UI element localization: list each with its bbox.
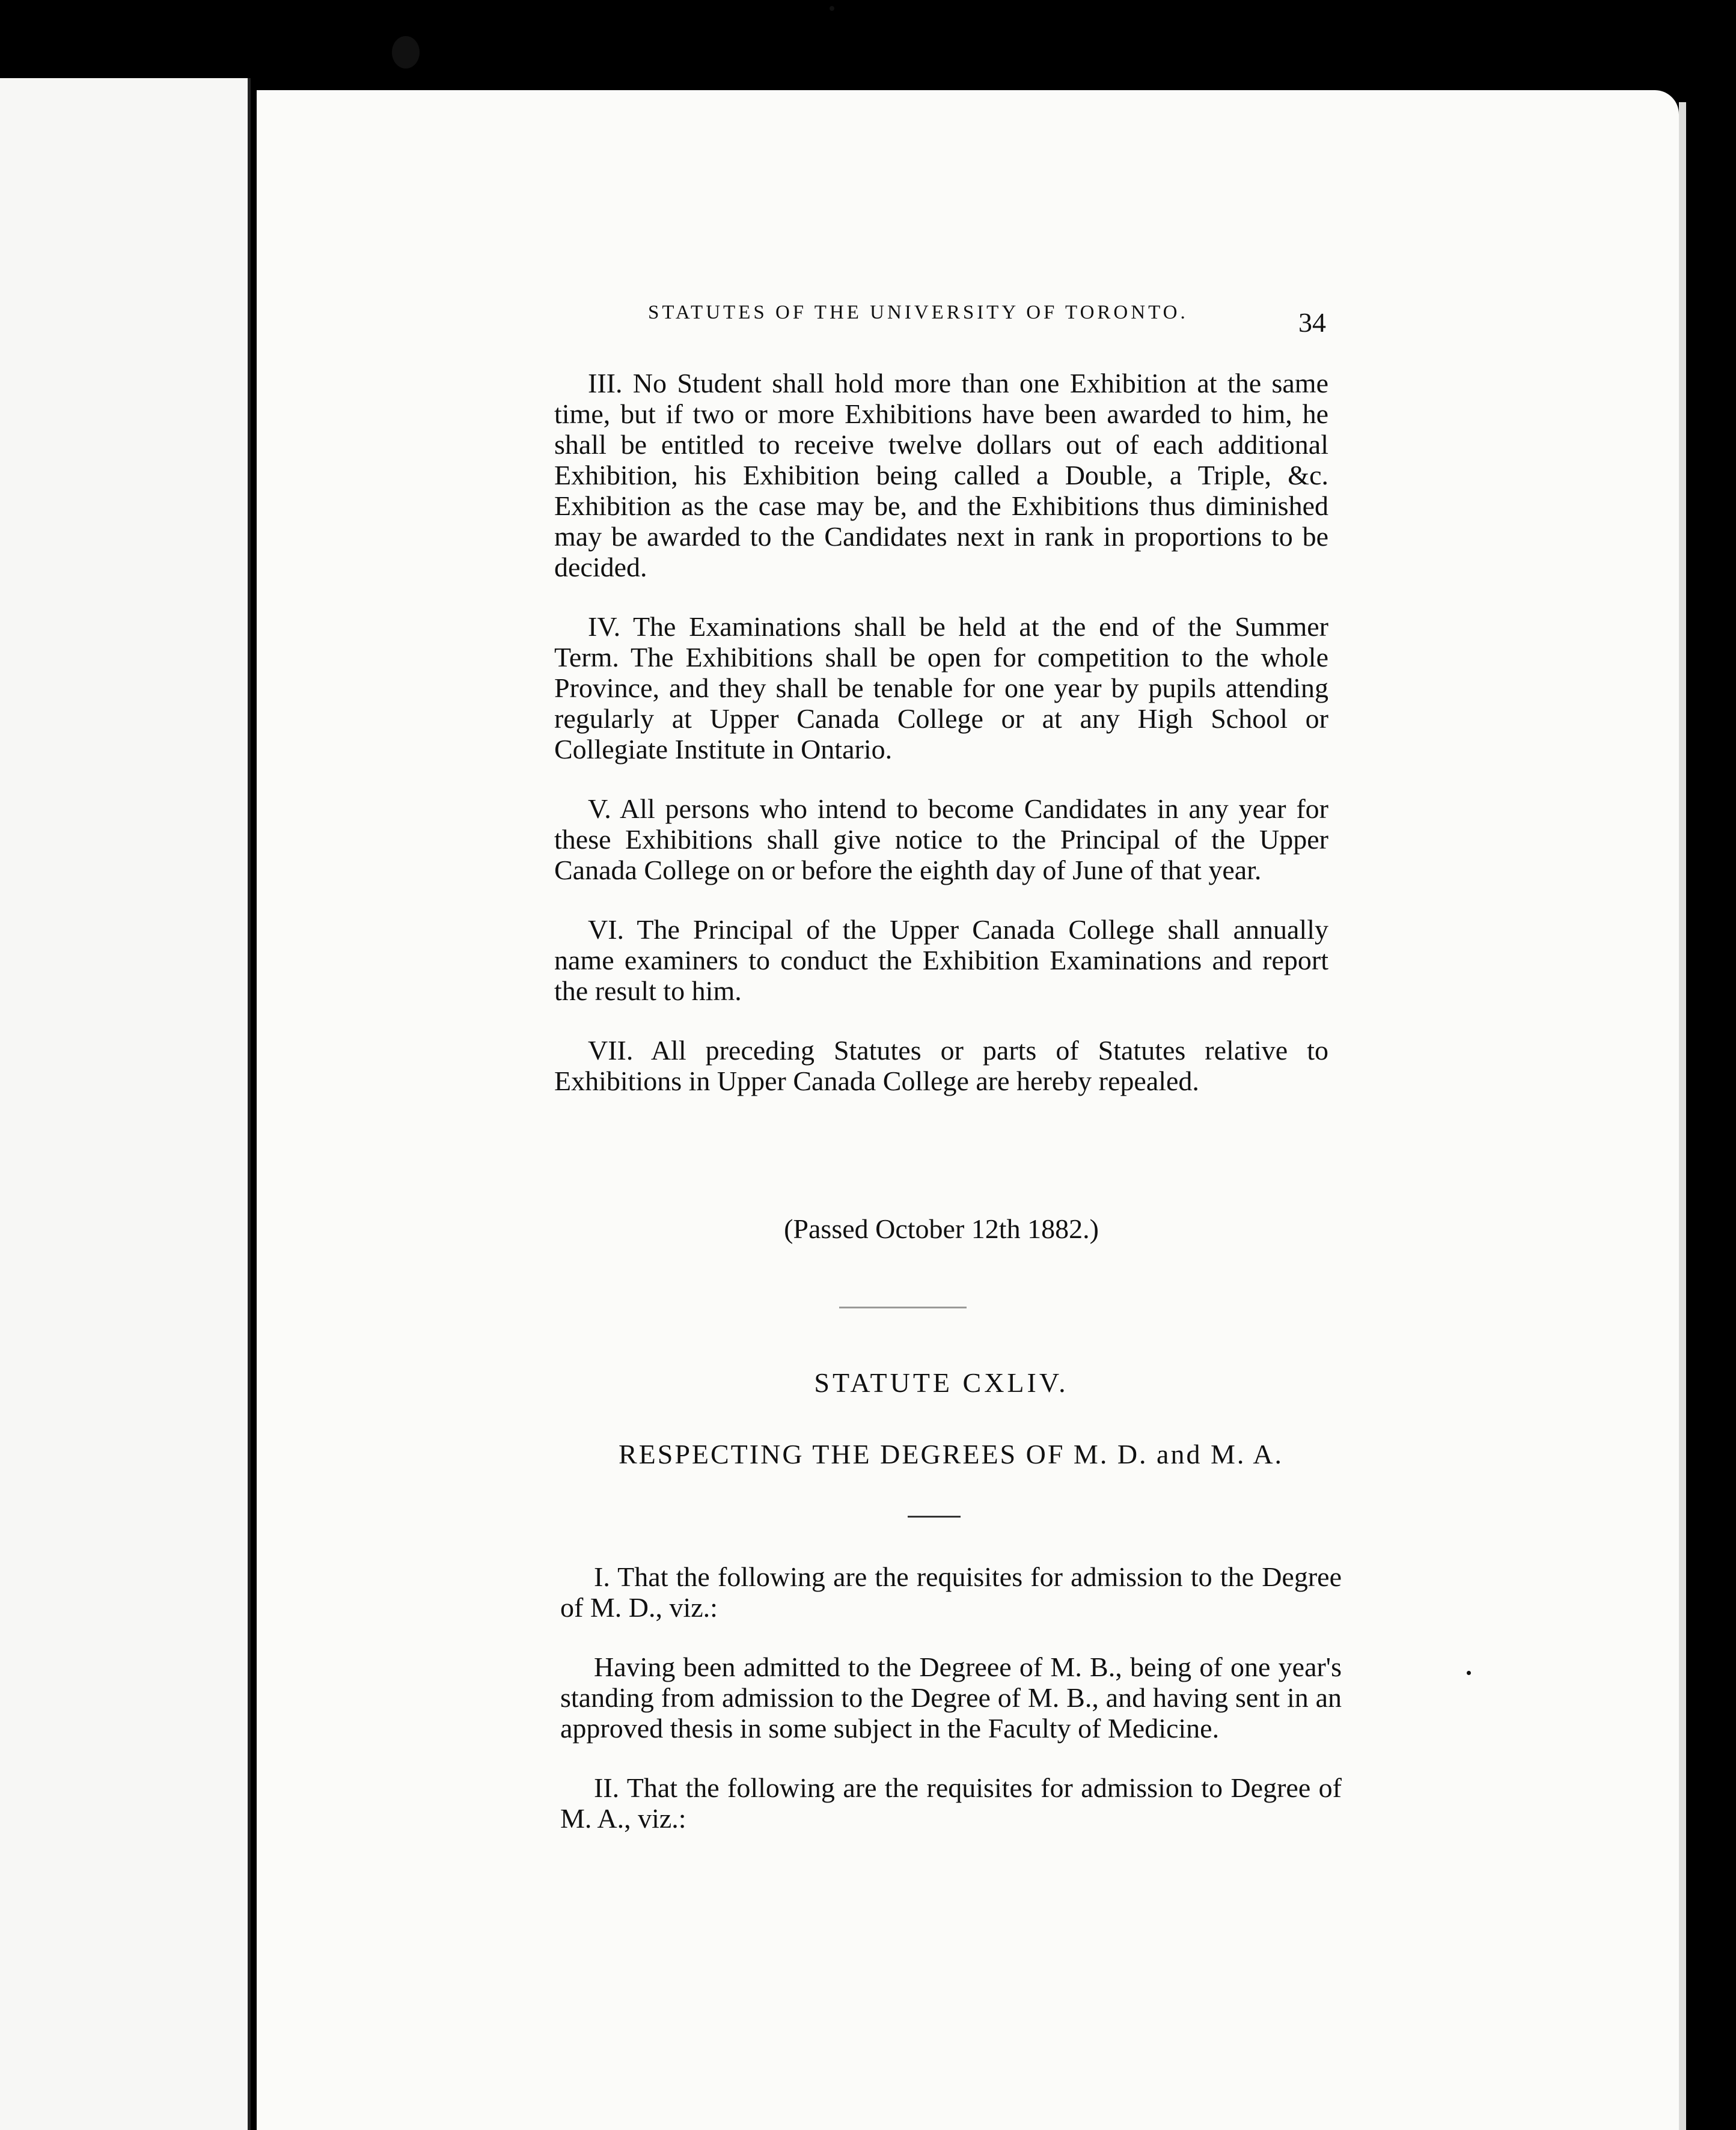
paragraph-iv: IV. The Examinations shall be held at the end of the Summer Term. The Exhibitions shall be open for competition to the whole Province, and they shall be tenable for one year by pupils attending regularly at Upper Canada College or at any High School or Collegiate Institute in Ontario. bbox=[554, 611, 1328, 764]
section-divider bbox=[839, 1307, 967, 1308]
paragraph-v: V. All persons who intend to become Candidates in any year for these Exhibitions shall give notice to the Principal of the Upper Canada College on or before the eighth day of June of that year. bbox=[554, 793, 1328, 885]
scan-speck bbox=[830, 6, 834, 11]
paragraph-iii: III. No Student shall hold more than one Exhibition at the same time, but if two or more Exhibitions have been awarded to him, he shall be entitled to receive twelve dollars out of each additional Exhibition, his Exhibition being called a Double, a Triple, &c. Exhibition as the case may be, and the Exhibitions thus diminished may be awarded to the Candidates next in rank in proportions to be decided. bbox=[554, 368, 1328, 582]
paragraph-i: I. That the following are the requisites for admission to the Degree of M. D., viz.: bbox=[560, 1561, 1342, 1623]
page-edge-shadow bbox=[1679, 102, 1686, 2130]
title-divider bbox=[908, 1516, 961, 1518]
statute-title: STATUTE CXLIV. bbox=[814, 1367, 1069, 1398]
paragraph-ii: II. That the following are the requisites for admission to Degree of M. A., viz.: bbox=[560, 1772, 1342, 1834]
scan-speck bbox=[392, 36, 420, 69]
exhibition-statute-body bbox=[554, 368, 1328, 1125]
page-number: 34 bbox=[1298, 307, 1326, 338]
paragraph-vii: VII. All preceding Statutes or parts of Statutes relative to Exhibitions in Upper Canada College are hereby repealed. bbox=[554, 1035, 1328, 1096]
statute-cxliv-body bbox=[560, 1561, 1342, 1863]
paragraph-md-requisites: Having been admitted to the Degreee of M. B., being of one year's standing from admission to the Degree of M. B., and having sent in an approved thesis in some subject in the Faculty of Medicine. bbox=[560, 1652, 1342, 1744]
statute-subtitle: RESPECTING THE DEGREES OF M. D. and M. A. bbox=[618, 1439, 1284, 1469]
running-head: STATUTES OF THE UNIVERSITY OF TORONTO. bbox=[648, 302, 1188, 323]
passed-date-note: (Passed October 12th 1882.) bbox=[784, 1213, 1099, 1244]
scan-speck bbox=[1467, 1671, 1471, 1675]
paragraph-vi: VI. The Principal of the Upper Canada College shall annually name examiners to conduct the Exhibition Examinations and report the result to him. bbox=[554, 914, 1328, 1006]
facing-page-edge bbox=[0, 78, 251, 2130]
